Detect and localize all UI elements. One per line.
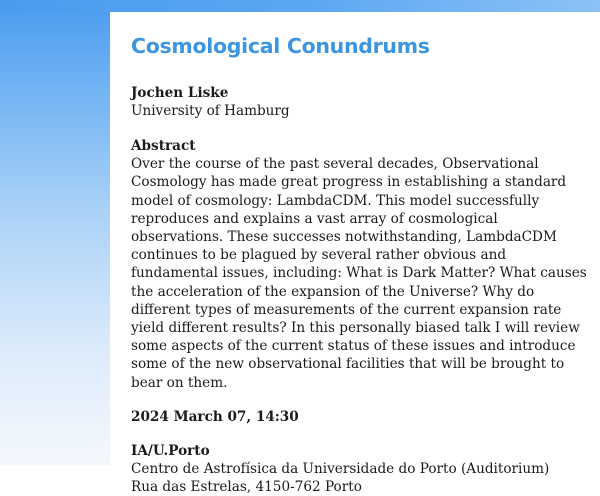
author-name: Jochen Liske <box>131 85 229 101</box>
background-gradient-left <box>0 0 110 465</box>
author-affiliation: University of Hamburg <box>131 103 290 119</box>
talk-title: Cosmological Conundrums <box>131 34 430 58</box>
venue-address: Rua das Estrelas, 4150-762 Porto <box>131 479 362 496</box>
abstract-text: Over the course of the past several decades, Observational Cosmology has made great progress in establishing a standard model of cosmology: LambdaCDM. This model successfully reproduces and explains a vast array of cosmological observations. These successes notwithstanding, LambdaCDM continues to be plagued by several rather obvious and fundamental issues, including: What is Dark Matter? What causes the acceleration of the expansion of the Universe? Why do different types of measurements of the current expansion rate yield different results? In this personally biased talk I will review some aspects of the current status of these issues and introduce some of the new observational facilities that will be brought to bear on them. <box>131 156 587 391</box>
background-gradient-top <box>0 0 600 12</box>
venue-host: IA/U.Porto <box>131 442 210 459</box>
venue-block <box>131 442 600 496</box>
venue-place: Centro de Astrofísica da Universidade do Porto (Auditorium) <box>131 460 550 477</box>
talk-datetime: 2024 March 07, 14:30 <box>131 408 299 425</box>
abstract-block <box>131 137 600 392</box>
talk-card <box>110 12 600 496</box>
datetime-block <box>131 408 600 426</box>
abstract-heading: Abstract <box>131 138 196 155</box>
author-block <box>131 84 600 120</box>
